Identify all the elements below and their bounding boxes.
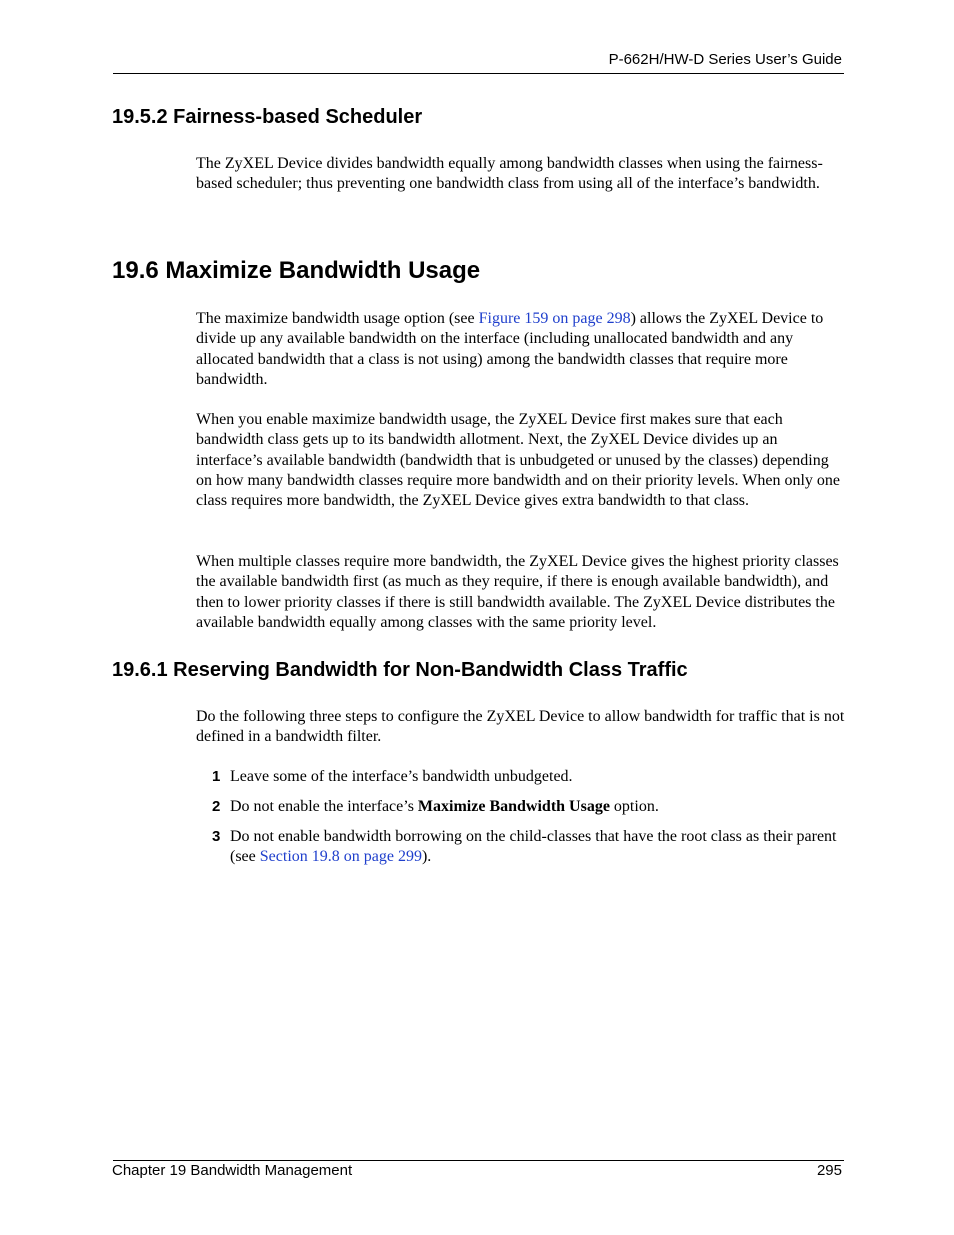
footer-rule bbox=[113, 1160, 844, 1161]
section-heading-fairness: 19.5.2 Fairness-based Scheduler bbox=[112, 106, 423, 128]
step-1 bbox=[212, 767, 846, 787]
section-19-8-link[interactable]: Section 19.8 on page 299 bbox=[259, 848, 422, 866]
footer-chapter: Chapter 19 Bandwidth Management bbox=[112, 1162, 353, 1179]
section-heading-maximize: 19.6 Maximize Bandwidth Usage bbox=[112, 257, 481, 284]
step-number: 2 bbox=[212, 798, 221, 815]
maximize-paragraph-3: When multiple classes require more bandwidth, the ZyXEL Device gives the highest priority classes the available bandwidth first (as much as they require, if there is enough available bandwidth), and then to lower priority classes if there is still bandwidth available. The ZyXEL Device distributes the available bandwidth equally among classes with the same priority level. bbox=[196, 553, 839, 631]
text-span: The maximize bandwidth usage option (see bbox=[196, 310, 479, 327]
text-span: ). bbox=[421, 848, 432, 866]
section-heading-reserving: 19.6.1 Reserving Bandwidth for Non-Bandwidth Class Traffic bbox=[112, 659, 688, 681]
step-number: 3 bbox=[212, 828, 221, 845]
fairness-paragraph: The ZyXEL Device divides bandwidth equally among bandwidth classes when using the fairness-based scheduler; thus preventing one bandwidth class from using all of the interface’s bandwidth. bbox=[196, 155, 823, 193]
step-text bbox=[230, 797, 846, 817]
step-text bbox=[230, 827, 846, 868]
step-text: Leave some of the interface’s bandwidth unbudgeted. bbox=[230, 768, 573, 785]
text-span: option. bbox=[609, 798, 659, 815]
step-2 bbox=[212, 797, 846, 817]
footer-page-number: 295 bbox=[816, 1162, 842, 1179]
maximize-paragraph-1 bbox=[196, 309, 846, 390]
maximize-paragraph-2: When you enable maximize bandwidth usage, the ZyXEL Device first makes sure that each bandwidth class gets up to its bandwidth allotment. Next, the ZyXEL Device divides up an interface’s available bandwidth (bandwidth that is unbudgeted or unused by the classes) depending on how many bandwidth classes require more bandwidth and on their priority levels. When only one class requires more bandwidth, the ZyXEL Device gives extra bandwidth to that class. bbox=[196, 411, 840, 510]
header-title: P-662H/HW-D Series User’s Guide bbox=[608, 51, 842, 68]
figure-159-link[interactable]: Figure 159 on page 298 bbox=[478, 310, 631, 327]
text-span: Do not enable bandwidth borrowing on the child-classes that have the root class as their parent (see bbox=[230, 828, 837, 866]
text-span: Do not enable the interface’s bbox=[230, 798, 418, 815]
option-name: Maximize Bandwidth Usage bbox=[417, 798, 610, 815]
step-3 bbox=[212, 827, 846, 868]
step-number: 1 bbox=[212, 768, 221, 785]
text-span: ) allows the ZyXEL Device to divide up any available bandwidth on the interface (including unallocated bandwidth and any allocated bandwidth that a class is not using) among the bandwidth classes that require more bandwidth. bbox=[196, 310, 824, 388]
header-rule bbox=[113, 73, 844, 74]
reserving-intro-paragraph: Do the following three steps to configure the ZyXEL Device to allow bandwidth for traffic that is not defined in a bandwidth filter. bbox=[196, 708, 845, 746]
